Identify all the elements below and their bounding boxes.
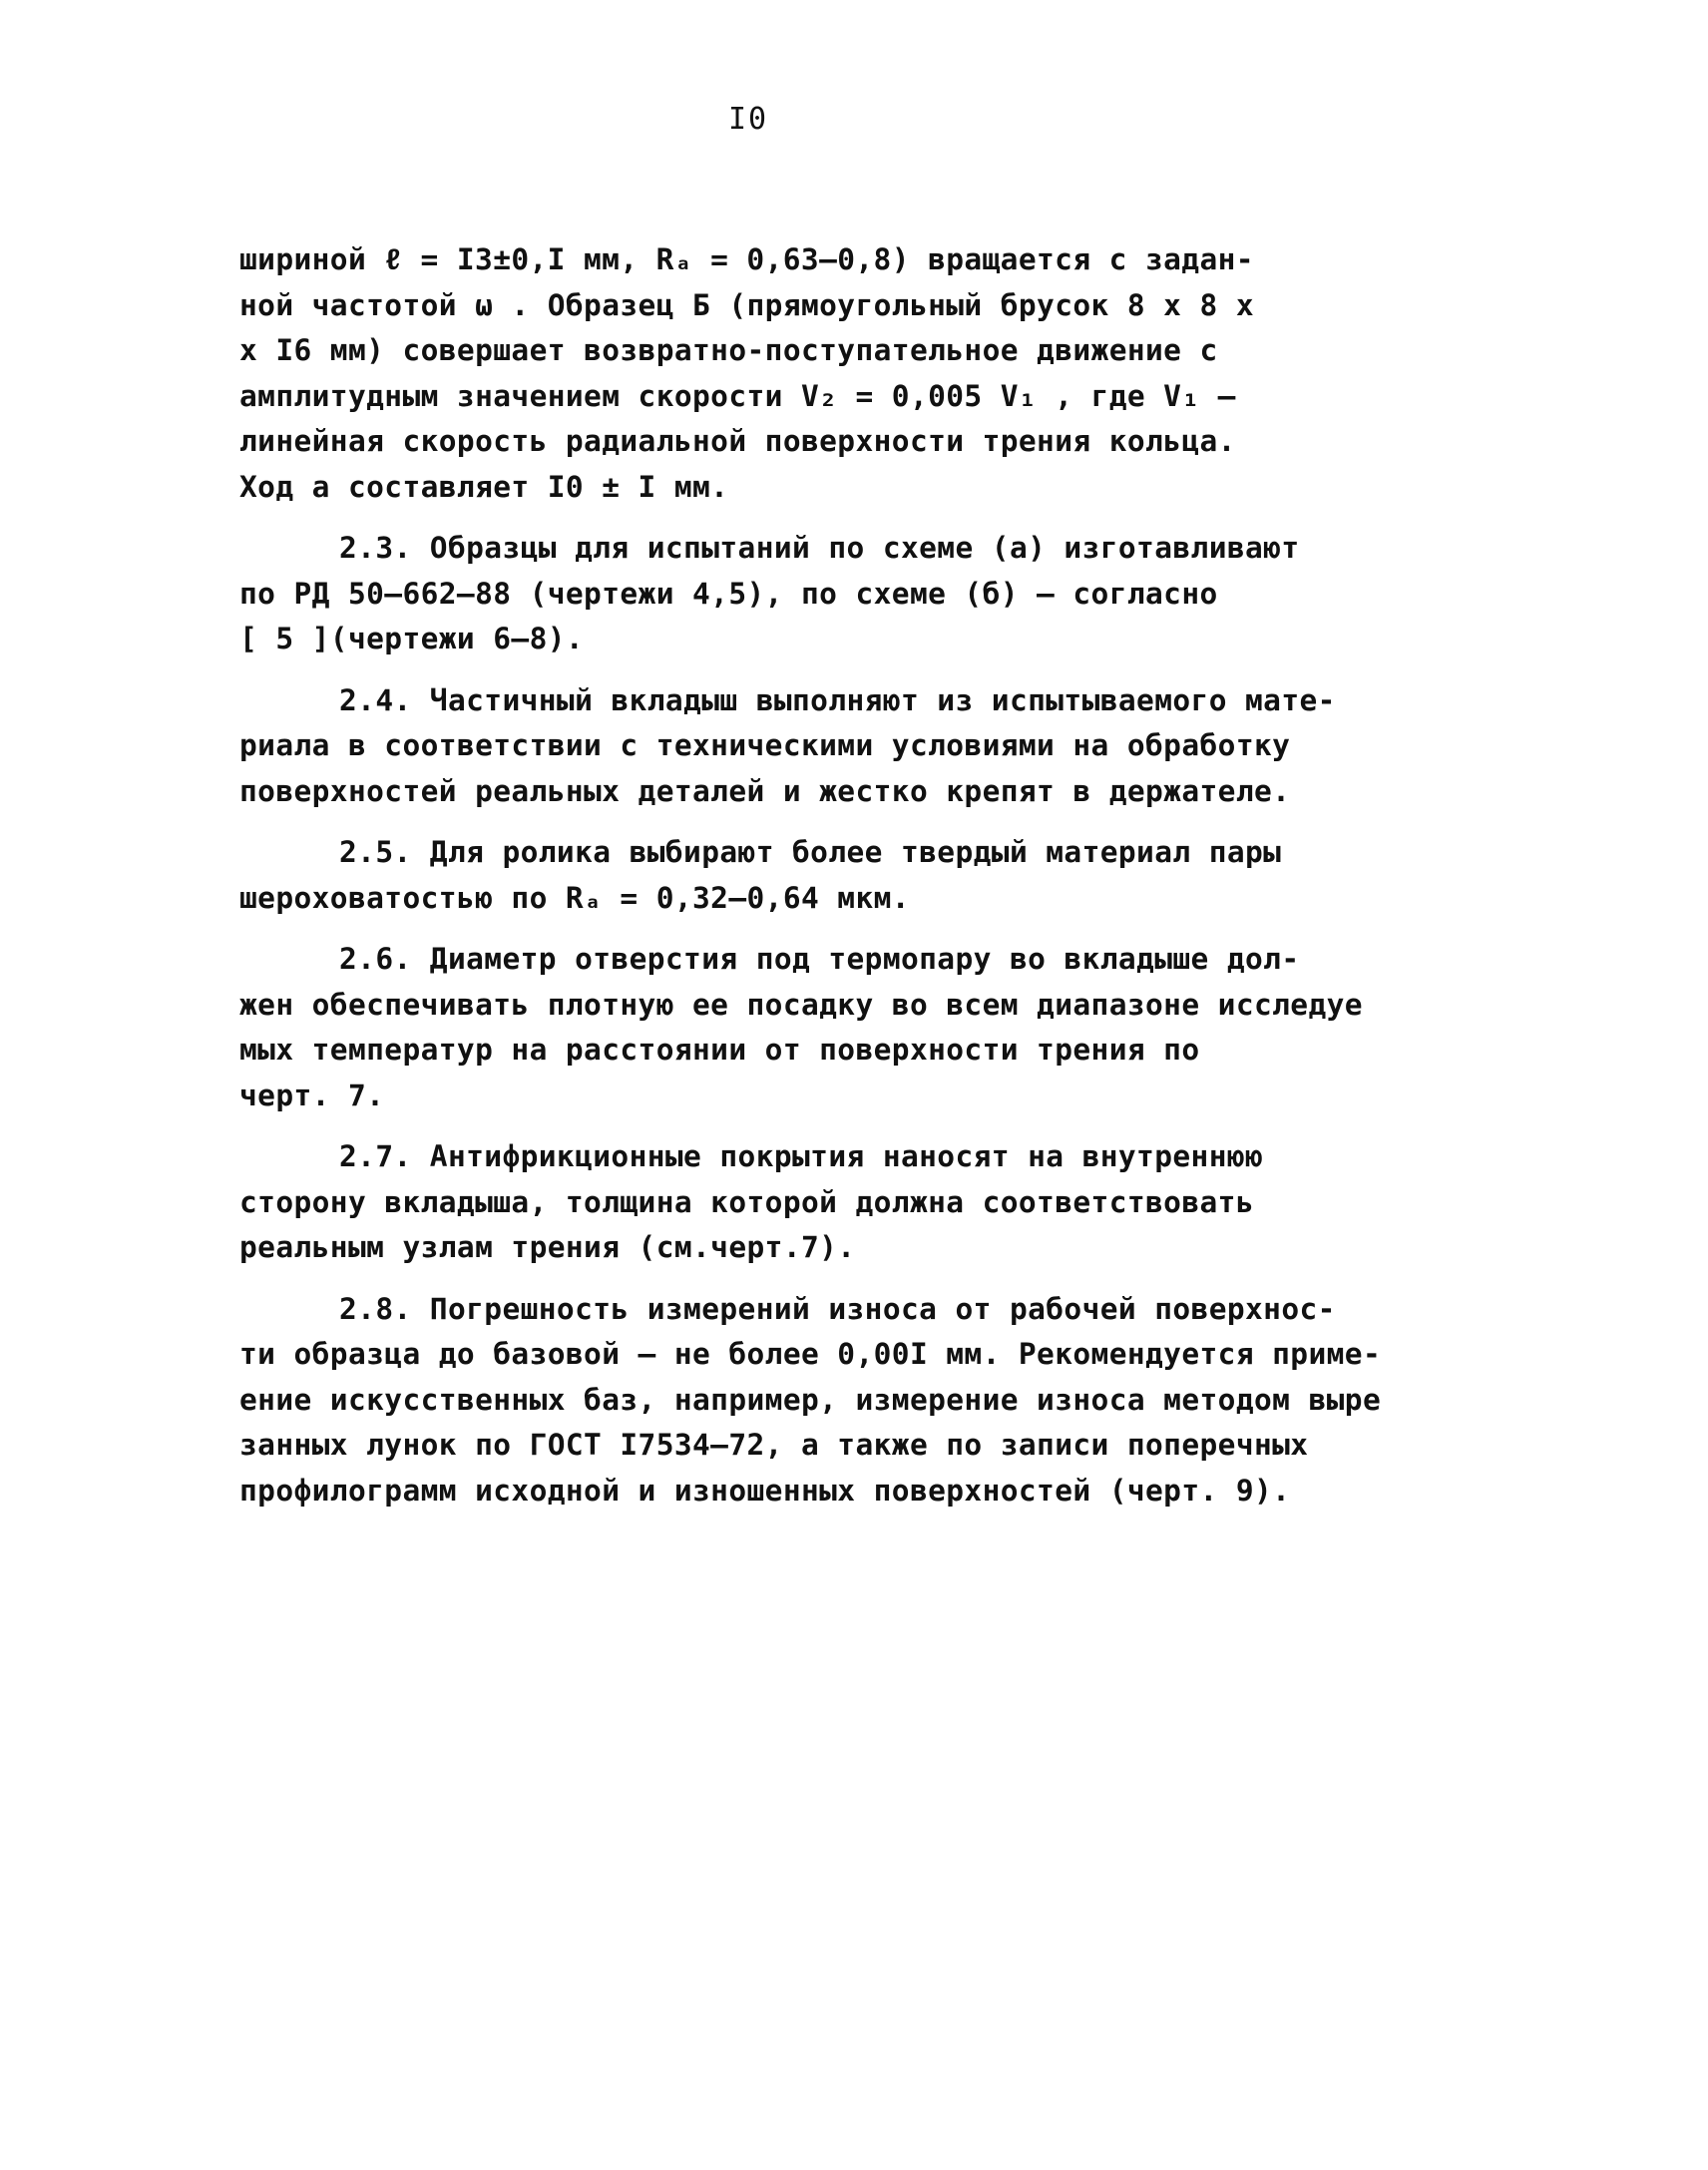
text-line: ение искусственных баз, например, измерение износа методом выре: [239, 1382, 1382, 1417]
paragraph-2-5: [239, 830, 1437, 921]
text-line: х I6 мм) совершает возвратно-поступательное движение с: [239, 333, 1218, 367]
paragraph-2-8: [239, 1287, 1437, 1515]
text-line: 2.6. Диаметр отверстия под термопару во вкладыше дол-: [339, 942, 1300, 976]
text-line: 2.5. Для ролика выбирают более твердый материал пары: [339, 835, 1282, 869]
text-line: мых температур на расстоянии от поверхности трения по: [239, 1033, 1200, 1067]
text-line: профилограмм исходной и изношенных поверхностей (черт. 9).: [239, 1473, 1291, 1508]
text-line: занных лунок по ГОСТ I7534–72, а также по записи поперечных: [239, 1428, 1309, 1462]
paragraph-2-3: [239, 526, 1437, 662]
text-line: Ход a составляет I0 ± I мм.: [239, 469, 729, 504]
text-line: реальным узлам трения (см.черт.7).: [239, 1230, 856, 1264]
paragraph-2-7: [239, 1134, 1437, 1271]
text-line: жен обеспечивать плотную ее посадку во всем диапазоне исследуе: [239, 987, 1363, 1022]
text-line: шероховатостью по Rₐ = 0,32–0,64 мкм.: [239, 880, 910, 915]
paragraph-2-6: [239, 937, 1437, 1118]
text-line: амплитудным значением скорости V₂ = 0,005 V₁ , где V₁ –: [239, 378, 1236, 413]
text-line: 2.3. Образцы для испытаний по схеме (а) изготавливают: [339, 531, 1300, 565]
text-line: шириной ℓ = I3±0,I мм, Rₐ = 0,63–0,8) вращается с задан-: [239, 242, 1254, 276]
document-body: [239, 237, 1437, 1514]
text-line: ти образца до базовой – не более 0,00I мм. Рекомендуется приме-: [239, 1337, 1382, 1371]
text-line: поверхностей реальных деталей и жестко крепят в держателе.: [239, 773, 1291, 808]
text-line: черт. 7.: [239, 1078, 385, 1112]
paragraph-continuation: [239, 237, 1437, 510]
text-line: [ 5 ](чертежи 6–8).: [239, 622, 585, 655]
text-line: сторону вкладыша, толщина которой должна соответствовать: [239, 1184, 1254, 1219]
page-number: I0: [727, 102, 769, 137]
text-line: линейная скорость радиальной поверхности трения кольца.: [239, 424, 1236, 458]
text-line: 2.8. Погрешность измерений износа от рабочей поверхнос-: [339, 1291, 1336, 1326]
text-line: 2.7. Антифрикционные покрытия наносят на внутреннюю: [339, 1139, 1264, 1173]
text-line: по РД 50–662–88 (чертежи 4,5), по схеме (б) – согласно: [239, 576, 1218, 611]
paragraph-2-4: [239, 678, 1437, 815]
text-line: 2.4. Частичный вкладыш выполняют из испытываемого мате-: [339, 682, 1336, 717]
text-line: риала в соответствии с техническими условиями на обработку: [239, 728, 1291, 762]
text-line: ной частотой ω . Образец Б (прямоугольный брусок 8 х 8 х: [239, 287, 1254, 322]
